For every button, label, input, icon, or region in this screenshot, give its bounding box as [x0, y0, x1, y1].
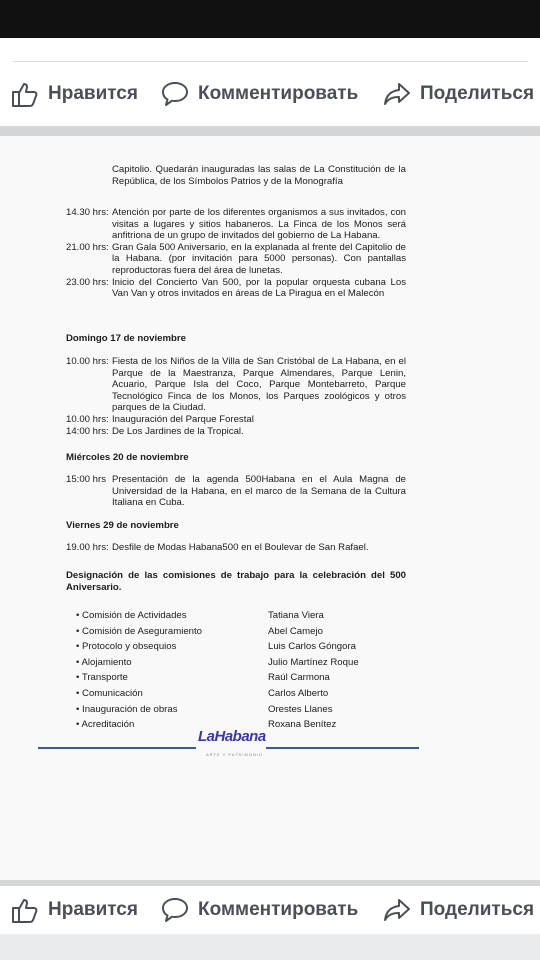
- comision-person: Abel Camejo: [268, 625, 323, 637]
- lahabana-logo: LaHabana: [198, 728, 266, 745]
- divider: [0, 126, 540, 136]
- comision-person: Roxana Benítez: [268, 719, 337, 731]
- comment-icon: [160, 79, 190, 109]
- comisiones-list: [76, 610, 406, 735]
- row-time: 21.00 hrs:: [66, 241, 109, 253]
- share-icon: [382, 79, 412, 109]
- row-time: 14:00 hrs:: [66, 425, 109, 437]
- comision-person: Carlos Alberto: [268, 687, 329, 699]
- like-label: Нравится: [48, 899, 138, 920]
- like-label: Нравится: [48, 83, 138, 104]
- domingo-list: [66, 356, 406, 437]
- comision-row: [76, 688, 406, 704]
- thumbs-up-icon: [10, 79, 40, 109]
- section-heading: Miércoles 20 de noviembre: [66, 452, 189, 463]
- schedule-row: [66, 207, 406, 242]
- document-image[interactable]: [0, 136, 540, 880]
- comision-person: Julio Martínez Roque: [268, 656, 359, 668]
- share-label: Поделиться: [420, 899, 535, 920]
- row-text: De Los Jardines de la Tropical.: [112, 425, 244, 437]
- comision-row: [76, 704, 406, 720]
- schedule-row: [66, 242, 406, 277]
- row-time: 10.00 hrs:: [66, 356, 109, 367]
- post-actions-bottom: [0, 886, 540, 934]
- day1-list: [66, 207, 406, 300]
- comment-label: Комментировать: [198, 899, 359, 920]
- row-text: Presentación de la agenda 500Habana en el Aula Magna de Universidad de la Habana, en el marco de la Semana de la Cultura Italiana en Cuba.: [112, 474, 406, 509]
- section-heading: Domingo 17 de noviembre: [66, 333, 186, 344]
- row-text: Gran Gala 500 Aniversario, en la explanada al frente del Capitolio de la Habana. (por invitación para 5000 personas). Con pantallas reproductoras fuera del área de lunetas.: [112, 241, 406, 276]
- schedule-row: [66, 474, 406, 509]
- comision-person: Orestes Llanes: [268, 703, 333, 715]
- miercoles-list: [66, 474, 406, 509]
- like-button[interactable]: [10, 886, 138, 934]
- row-text: Atención por parte de los diferentes organismos a sus invitados, con visitas a lugares y sitios habaneros. La Finca de los Monos será anfitriona de un grupo de invitados del gobierno de La Habana.: [112, 207, 406, 242]
- comision-name: • Alojamiento: [76, 656, 132, 668]
- section-heading: Designación de las comisiones de trabajo para la celebración del 500 Aniversario.: [66, 570, 406, 593]
- comment-label: Комментировать: [198, 83, 359, 104]
- thumbs-up-icon: [10, 895, 40, 925]
- row-time: 14.30 hrs:: [66, 207, 109, 218]
- share-icon: [382, 895, 412, 925]
- comision-name: • Protocolo y obsequios: [76, 641, 177, 653]
- intro-text: Capitolio. Quedarán inauguradas las salas de La Constitución de la República, de los Símbolos Patrios y de la Monografía: [112, 164, 406, 187]
- comision-row: [76, 672, 406, 688]
- comision-name: • Comisión de Actividades: [76, 610, 187, 621]
- share-button[interactable]: [382, 62, 534, 126]
- footer-rule: [38, 747, 196, 749]
- intro-block: [66, 164, 406, 187]
- row-text: Inicio del Concierto Van 500, por la popular orquesta cubana Los Van Van y otros invitados en áreas de La Piragua en el Malecón: [112, 276, 406, 300]
- row-time: 19.00 hrs:: [66, 542, 109, 553]
- post-card-top: [0, 38, 540, 62]
- share-label: Поделиться: [420, 83, 535, 104]
- comision-name: • Transporte: [76, 672, 128, 684]
- schedule-row: [66, 414, 406, 426]
- schedule-row: [66, 426, 406, 438]
- comision-name: • Comunicación: [76, 687, 143, 699]
- post-actions-top: [0, 62, 540, 126]
- schedule-row: [66, 356, 406, 414]
- comision-row: [76, 641, 406, 657]
- footer-rule: [266, 747, 419, 749]
- row-text: Inauguración del Parque Forestal: [112, 413, 254, 425]
- like-button[interactable]: [10, 62, 138, 126]
- comision-name: • Comisión de Aseguramiento: [76, 625, 203, 637]
- row-time: 23.00 hrs:: [66, 276, 109, 288]
- comision-person: Raúl Carmona: [268, 672, 330, 684]
- comision-row: [76, 657, 406, 673]
- schedule-row: [66, 542, 406, 554]
- comment-icon: [160, 895, 190, 925]
- comision-person: Luis Carlos Góngora: [268, 641, 356, 653]
- row-text: Desfile de Modas Habana500 en el Boulevar de San Rafael.: [112, 542, 369, 553]
- row-text: Fiesta de los Niños de la Villa de San Cristóbal de La Habana, en el Parque de la Maestranza, Parque Almendares, Parque Lenin, Acuario, Parque Isla del Coco, Parque Montebarreto, Parque Tecnológico Finca de los Monos, los Parques zoológicos y otros parques de la Ciudad.: [112, 356, 406, 414]
- status-bar: [0, 0, 540, 38]
- viernes-list: [66, 542, 406, 554]
- share-button[interactable]: [382, 886, 534, 934]
- bottom-strip: [0, 934, 540, 960]
- comision-row: [76, 610, 406, 626]
- logo-subtitle: ARTE Y PATRIMONIO: [206, 752, 264, 757]
- row-time: 15:00 hrs: [66, 474, 107, 485]
- schedule-row: [66, 277, 406, 300]
- comision-name: • Acreditación: [76, 719, 135, 731]
- comision-name: • Inauguración de obras: [76, 703, 178, 715]
- row-time: 10.00 hrs:: [66, 413, 109, 425]
- comision-row: [76, 626, 406, 642]
- comision-person: Tatiana Viera: [268, 610, 324, 621]
- section-heading: Viernes 29 de noviembre: [66, 520, 179, 531]
- comment-button[interactable]: [160, 886, 358, 934]
- comment-button[interactable]: [160, 62, 358, 126]
